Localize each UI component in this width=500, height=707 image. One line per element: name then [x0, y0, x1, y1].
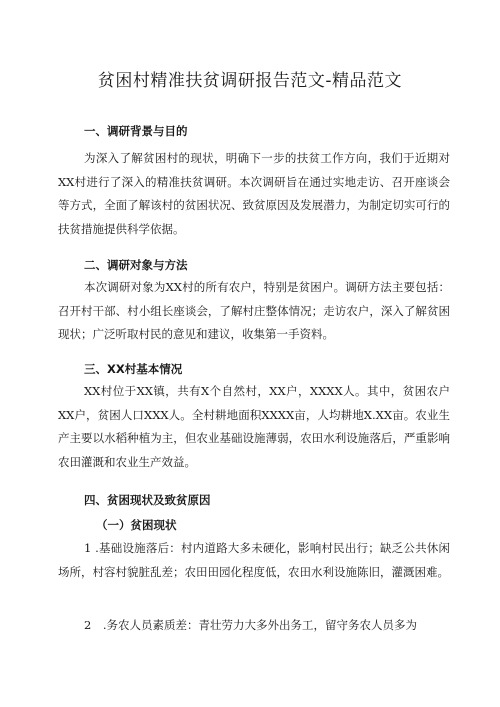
- subsection-heading: （一）贫困现状: [96, 518, 177, 532]
- list-item-1: 1 .基础设施落后：村内道路大多未硬化，影响村民出行；缺乏公共休闲场所，村容村貌脏乱差；农田田园化程度低，农田水利设施陈旧，灌溉困难。: [58, 541, 450, 579]
- section-paragraph-1: 为深入了解贫困村的现状，明确下一步的扶贫工作方向，我们于近期对XX村进行了深入的精准扶贫调研。本次调研旨在通过实地走访、召开座谈会等方式，全面了解该村的贫困状况、致贫原因及发展潜力，为制定切实可行的扶贫措施提供科学依据。: [58, 151, 450, 236]
- section-heading-3: 三、XX村基本情况: [84, 362, 183, 376]
- section-heading-4: 四、贫困现状及致贫原因: [84, 493, 211, 507]
- section-heading-2: 二、调研对象与方法: [84, 258, 188, 272]
- document-title: 贫困村精准扶贫调研报告范文-精品范文: [97, 71, 403, 91]
- list-item-2: 2 .务农人员素质差：青壮劳力大多外出务工，留守务农人员多为: [84, 618, 417, 632]
- section-paragraph-3: XX村位于XX镇，共有X个自然村，XX户，XXXX人。其中，贫困农户XX户，贫困人口XXX人。全村耕地面积XXXX亩，人均耕地X.XX亩。农业生产主要以水稻种植为主，但农业基础设施薄弱，农田水利设施落后，严重影响农田灌溉和农业生产效益。: [58, 384, 450, 469]
- section-heading-1: 一、调研背景与目的: [84, 124, 188, 138]
- section-paragraph-2: 本次调研对象为XX村的所有农户，特别是贫困户。调研方法主要包括：召开村干部、村小组长座谈会，了解村庄整体情况；走访农户，深入了解贫困现状；广泛听取村民的意见和建议，收集第一手资料。: [58, 280, 450, 342]
